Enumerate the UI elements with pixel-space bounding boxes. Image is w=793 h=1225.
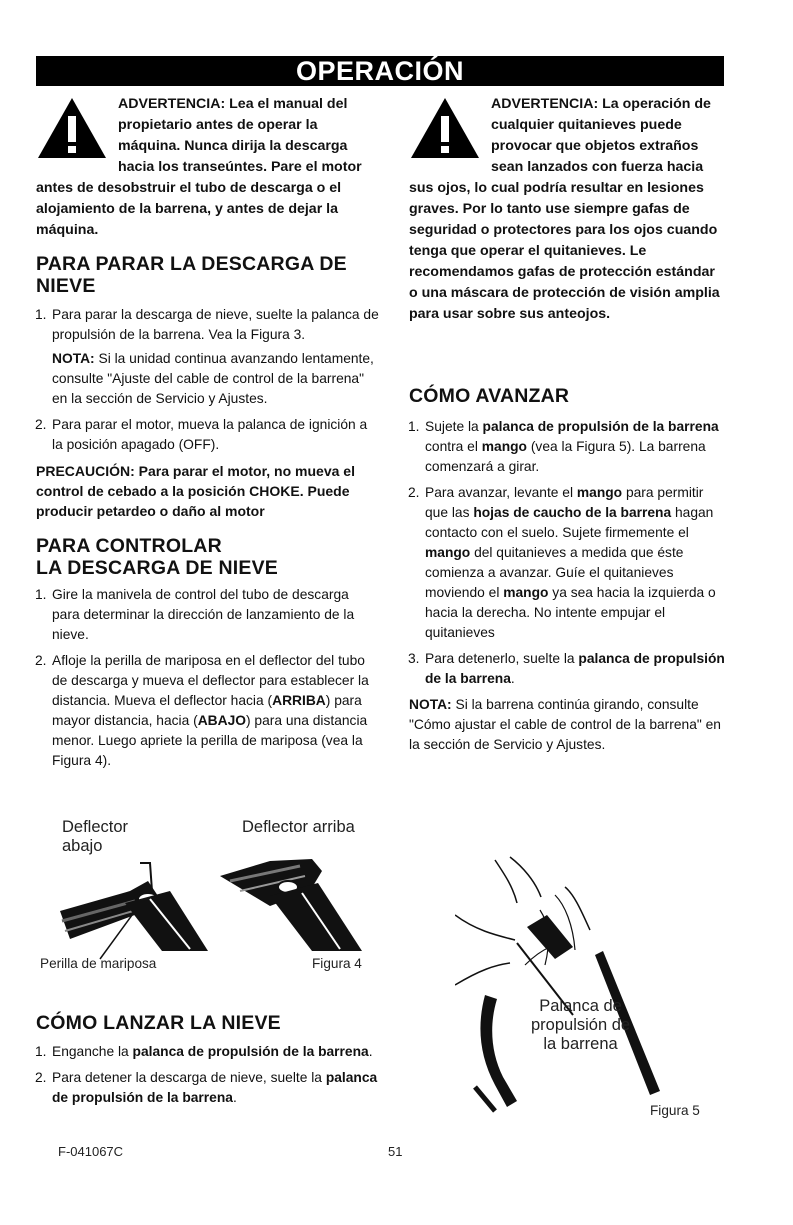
figure-5 (455, 855, 735, 1125)
list-item: 1. Gire la manivela de control del tubo de descarga para determinar la dirección de lanzamiento de la nieve. (35, 587, 355, 642)
warning-block-right (409, 94, 727, 325)
figure-5-caption: Figura 5 (650, 1103, 700, 1118)
throw-heading: CÓMO LANZAR LA NIEVE (36, 1012, 281, 1034)
page-number: 51 (388, 1144, 403, 1159)
warning-text-right: ADVERTENCIA: La operación de cualquier quitanieves puede provocar que objetos extraños sean lanzados con fuerza hacia sus ojos, lo cual podría resultar en lesiones graves. Por lo tanto use siempre gafas de seguridad o protectores para los ojos cuando tenga que operar el quitanieves. Le recomendamos gafas de protección estándar o una máscara de protección de visión amplia para usar sobre sus anteojos. (409, 96, 720, 322)
right-column (409, 94, 727, 755)
warning-triangle-icon (409, 96, 481, 160)
list-item: 3. Para detenerlo, suelte la palanca de propulsión de la barrena. (408, 651, 725, 686)
lever-label: Palanca de propulsión de la barrena (531, 997, 631, 1053)
figure-4-caption: Figura 4 (312, 956, 362, 971)
list-item: 2. Para parar el motor, mueva la palanca de ignición a la posición apagado (OFF). (35, 417, 368, 452)
section-banner: OPERACIÓN (36, 56, 724, 86)
list-item: 2. Afloje la perilla de mariposa en el deflector del tubo de descarga y mueva el deflector para establecer la distancia. Mueva el deflector hacia (ARRIBA) para mayor distancia, hacia (ABAJO) para una distancia menor. Luego apriete la perilla de mariposa (vea la Figura 4). (35, 653, 369, 768)
advance-steps (409, 417, 727, 689)
stop-heading: PARA PARAR LA DESCARGA DE NIEVE (36, 253, 347, 297)
deflector-down-label: Deflector abajo (62, 818, 129, 855)
warning-triangle-icon (36, 96, 108, 160)
stop-steps (36, 305, 380, 345)
list-item: 2. Para avanzar, levante el mango para permitir que las hojas de caucho de la barrena hagan contacto con el suelo. Sujete firmemente el mango del quitanieves a medida que éste comienza a avanzar. Guíe el quitanieves moviendo el mango ya sea hacia la izquierda o hacia la derecha. No intente empujar el quitanieves (408, 485, 716, 640)
list-item: 1. Sujete la palanca de propulsión de la barrena contra el mango (vea la Figura 5). La barrena comenzará a girar. (408, 419, 719, 474)
warning-block-left (36, 94, 380, 241)
list-item: 1. Enganche la palanca de propulsión de la barrena. (35, 1044, 373, 1059)
list-item: 1. Para parar la descarga de nieve, suelte la palanca de propulsión de la barrena. Vea la Figura 3. (35, 307, 379, 342)
knob-label: Perilla de mariposa (40, 956, 157, 971)
handle-illustration (455, 855, 735, 1125)
throw-steps (36, 1042, 380, 1108)
left-column (36, 94, 380, 777)
caution-text: PRECAUCIÓN: Para parar el motor, no mueva el control de cebado a la posición CHOKE. Puede producir petardeo o daño al motor (36, 463, 355, 519)
advance-heading: CÓMO AVANZAR (409, 385, 570, 407)
deflector-up-label: Deflector arriba (242, 818, 355, 836)
deflector-illustration (40, 851, 380, 961)
figure-4 (40, 815, 380, 980)
stop-steps-2 (36, 415, 380, 455)
document-code: F-041067C (58, 1144, 124, 1159)
control-steps (36, 585, 380, 771)
control-heading: PARA CONTROLAR LA DESCARGA DE NIEVE (36, 535, 278, 579)
list-item: 2. Para detener la descarga de nieve, suelte la palanca de propulsión de la barrena. (35, 1070, 378, 1105)
advance-note: NOTA: Si la barrena continúa girando, consulte "Cómo ajustar el cable de control de la barrena" en la sección de Servicio y Ajustes. (409, 697, 721, 752)
stop-note: NOTA: Si la unidad continua avanzando lentamente, consulte "Ajuste del cable de control de la barrena" en la sección de Servicio y Ajustes. (52, 351, 374, 406)
throw-section (36, 1012, 380, 1114)
warning-text-left: ADVERTENCIA: Lea el manual del propietario antes de operar la máquina. Nunca dirija la descarga hacia los transeúntes. Pare el motor antes de desobstruir el tubo de descarga o el alojamiento de la barrena, y antes de dejar la máquina. (36, 96, 362, 238)
